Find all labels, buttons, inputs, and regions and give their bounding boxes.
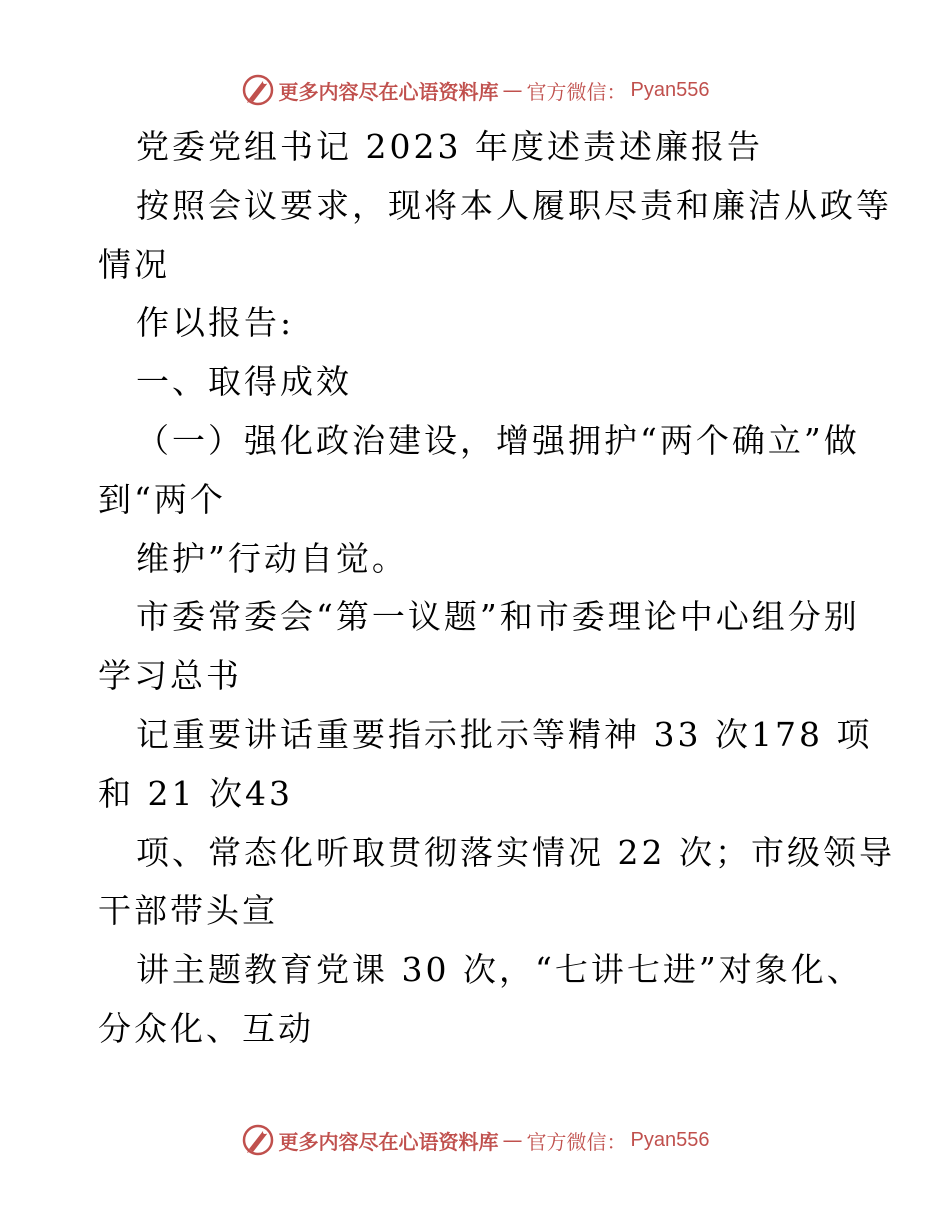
watermark-contact-id: Pyan556 xyxy=(630,1128,710,1151)
text-line: 情况 xyxy=(98,244,170,284)
pen-logo-icon xyxy=(241,73,275,107)
text-line: （一）强化政治建设，增强拥护“两个确立”做 xyxy=(136,420,860,460)
text-line: 学习总书 xyxy=(98,656,242,696)
text-line: 和 21 次43 xyxy=(98,773,293,813)
watermark-contact-id: Pyan556 xyxy=(630,78,710,101)
text-line: 到“两个 xyxy=(98,479,226,519)
text-line: 一、取得成效 xyxy=(136,362,352,402)
text-line: 记重要讲话重要指示批示等精神 33 次178 项 xyxy=(136,714,873,754)
text-line: 干部带头宣 xyxy=(98,891,278,931)
text-line: 讲主题教育党课 30 次，“七讲七进”对象化、 xyxy=(136,950,863,990)
watermark-text: 更多内容尽在心语资料库 xyxy=(278,1129,499,1154)
pen-logo-icon xyxy=(241,1123,275,1157)
header-watermark xyxy=(0,70,950,110)
document-body xyxy=(98,118,895,1059)
text-line: 党委党组书记 2023 年度述责述廉报告 xyxy=(136,127,763,166)
watermark-contact-label: 官方微信： xyxy=(526,1129,627,1154)
watermark-group xyxy=(241,73,710,107)
watermark-separator: — xyxy=(502,78,523,102)
watermark-group xyxy=(241,1123,710,1157)
text-line: 作以报告: xyxy=(136,303,295,343)
text-line: 按照会议要求，现将本人履职尽责和廉洁从政等 xyxy=(136,185,892,225)
footer-watermark xyxy=(0,1120,950,1160)
watermark-separator: — xyxy=(502,1128,523,1152)
text-line: 维护”行动自觉。 xyxy=(136,538,408,578)
watermark-text: 更多内容尽在心语资料库 xyxy=(278,79,499,104)
text-line: 分众化、互动 xyxy=(98,1008,314,1048)
watermark-contact-label: 官方微信： xyxy=(526,79,627,104)
text-line: 项、常态化听取贯彻落实情况 22 次；市级领导 xyxy=(136,832,895,872)
text-line: 市委常委会“第一议题”和市委理论中心组分别 xyxy=(136,597,860,637)
